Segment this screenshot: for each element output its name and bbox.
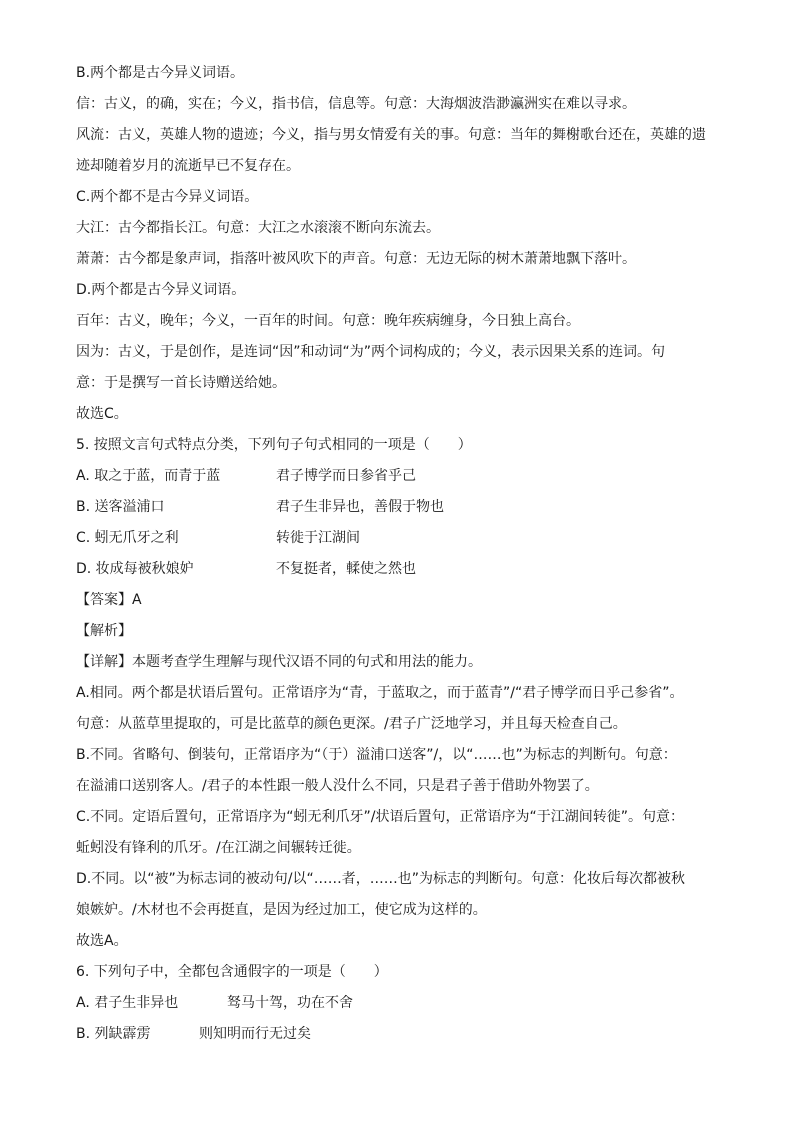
q6-option-a-left: A. 君子生非异也 <box>76 995 179 1011</box>
text-line: 因为：古义，于是创作，是连词“因”和动词“为”两个词构成的；今义，表示因果关系的连词。句 <box>76 344 666 360</box>
detail-line: A.相同。两个都是状语后置句。正常语序为“青，于蓝取之，而于蓝青”/“君子博学而日乎己参省”。 <box>76 685 684 701</box>
detail-line: C.不同。定语后置句，正常语序为“蚓无利爪牙”/状语后置句，正常语序为“于江湖间转徙”。句意： <box>76 809 684 825</box>
text-line: 故选C。 <box>76 406 128 422</box>
answer-label: 【答案】A <box>76 592 142 608</box>
detail-line: 娘嫉妒。/木材也不会再挺直，是因为经过加工，使它成为这样的。 <box>76 902 487 918</box>
q5-option-b-left: B. 送客溢浦口 <box>76 499 165 515</box>
text-line: 百年：古义，晚年；今义，一百年的时间。句意：晚年疾病缠身，今日独上高台。 <box>76 313 580 329</box>
q5-option-d-left: D. 妆成每被秋娘妒 <box>76 561 194 577</box>
detail-line: 句意：从蓝草里提取的，可是比蓝草的颜色更深。/君子广泛地学习，并且每天检查自己。 <box>76 716 627 732</box>
q6-option-a-right: 驽马十驾，功在不舍 <box>227 995 353 1011</box>
q5-option-d-right: 不复挺者，輮使之然也 <box>276 561 416 577</box>
text-line: C.两个都不是古今异义词语。 <box>76 189 259 205</box>
q6-option-b-right: 则知明而行无过矣 <box>199 1026 311 1042</box>
question-6-stem: 6. 下列句子中，全都包含通假字的一项是（ ） <box>76 964 388 980</box>
q5-option-a-right: 君子博学而日参省乎己 <box>276 468 416 484</box>
text-line: D.两个都是古今异义词语。 <box>76 282 246 298</box>
detail-line: D.不同。以“被”为标志词的被动句/以“……者，……也”为标志的判断句。句意：化妆后每次都被秋 <box>76 871 685 887</box>
text-line: 迹却随着岁月的流逝早已不复存在。 <box>76 158 300 174</box>
text-line: 大江：古今都指长江。句意：大江之水滚滚不断向东流去。 <box>76 220 440 236</box>
text-line: 意：于是撰写一首长诗赠送给她。 <box>76 375 286 391</box>
detail-line: 【详解】本题考查学生理解与现代汉语不同的句式和用法的能力。 <box>76 654 482 670</box>
q5-option-c-left: C. 蚓无爪牙之利 <box>76 530 179 546</box>
q5-option-c-right: 转徙于江湖间 <box>276 530 360 546</box>
q5-option-a-left: A. 取之于蓝，而青于蓝 <box>76 468 221 484</box>
detail-line: 在溢浦口送别客人。/君子的本性跟一般人没什么不同，只是君子善于借助外物罢了。 <box>76 778 599 794</box>
text-line: B.两个都是古今异义词语。 <box>76 65 245 81</box>
text-line: 信：古义，的确，实在；今义，指书信，信息等。句意：大海烟波浩渺瀛洲实在难以寻求。 <box>76 96 636 112</box>
detail-line: 蚯蚓没有锋利的爪牙。/在江湖之间辗转迁徙。 <box>76 840 361 856</box>
text-line: 萧萧：古今都是象声词，指落叶被风吹下的声音。句意：无边无际的树木萧萧地飘下落叶。 <box>76 251 636 267</box>
analysis-label: 【解析】 <box>76 623 132 639</box>
detail-line: B.不同。省略句、倒装句，正常语序为“（于）溢浦口送客”/，以“……也”为标志的判断句。句意： <box>76 747 677 763</box>
q5-option-b-right: 君子生非异也，善假于物也 <box>276 499 444 515</box>
text-line: 风流：古义，英雄人物的遗迹；今义，指与男女情爱有关的事。句意：当年的舞榭歌台还在，英雄的遗 <box>76 127 706 143</box>
q6-option-b-left: B. 列缺霹雳 <box>76 1026 151 1042</box>
question-5-stem: 5. 按照文言句式特点分类，下列句子句式相同的一项是（ ） <box>76 437 472 453</box>
detail-line: 故选A。 <box>76 933 128 949</box>
